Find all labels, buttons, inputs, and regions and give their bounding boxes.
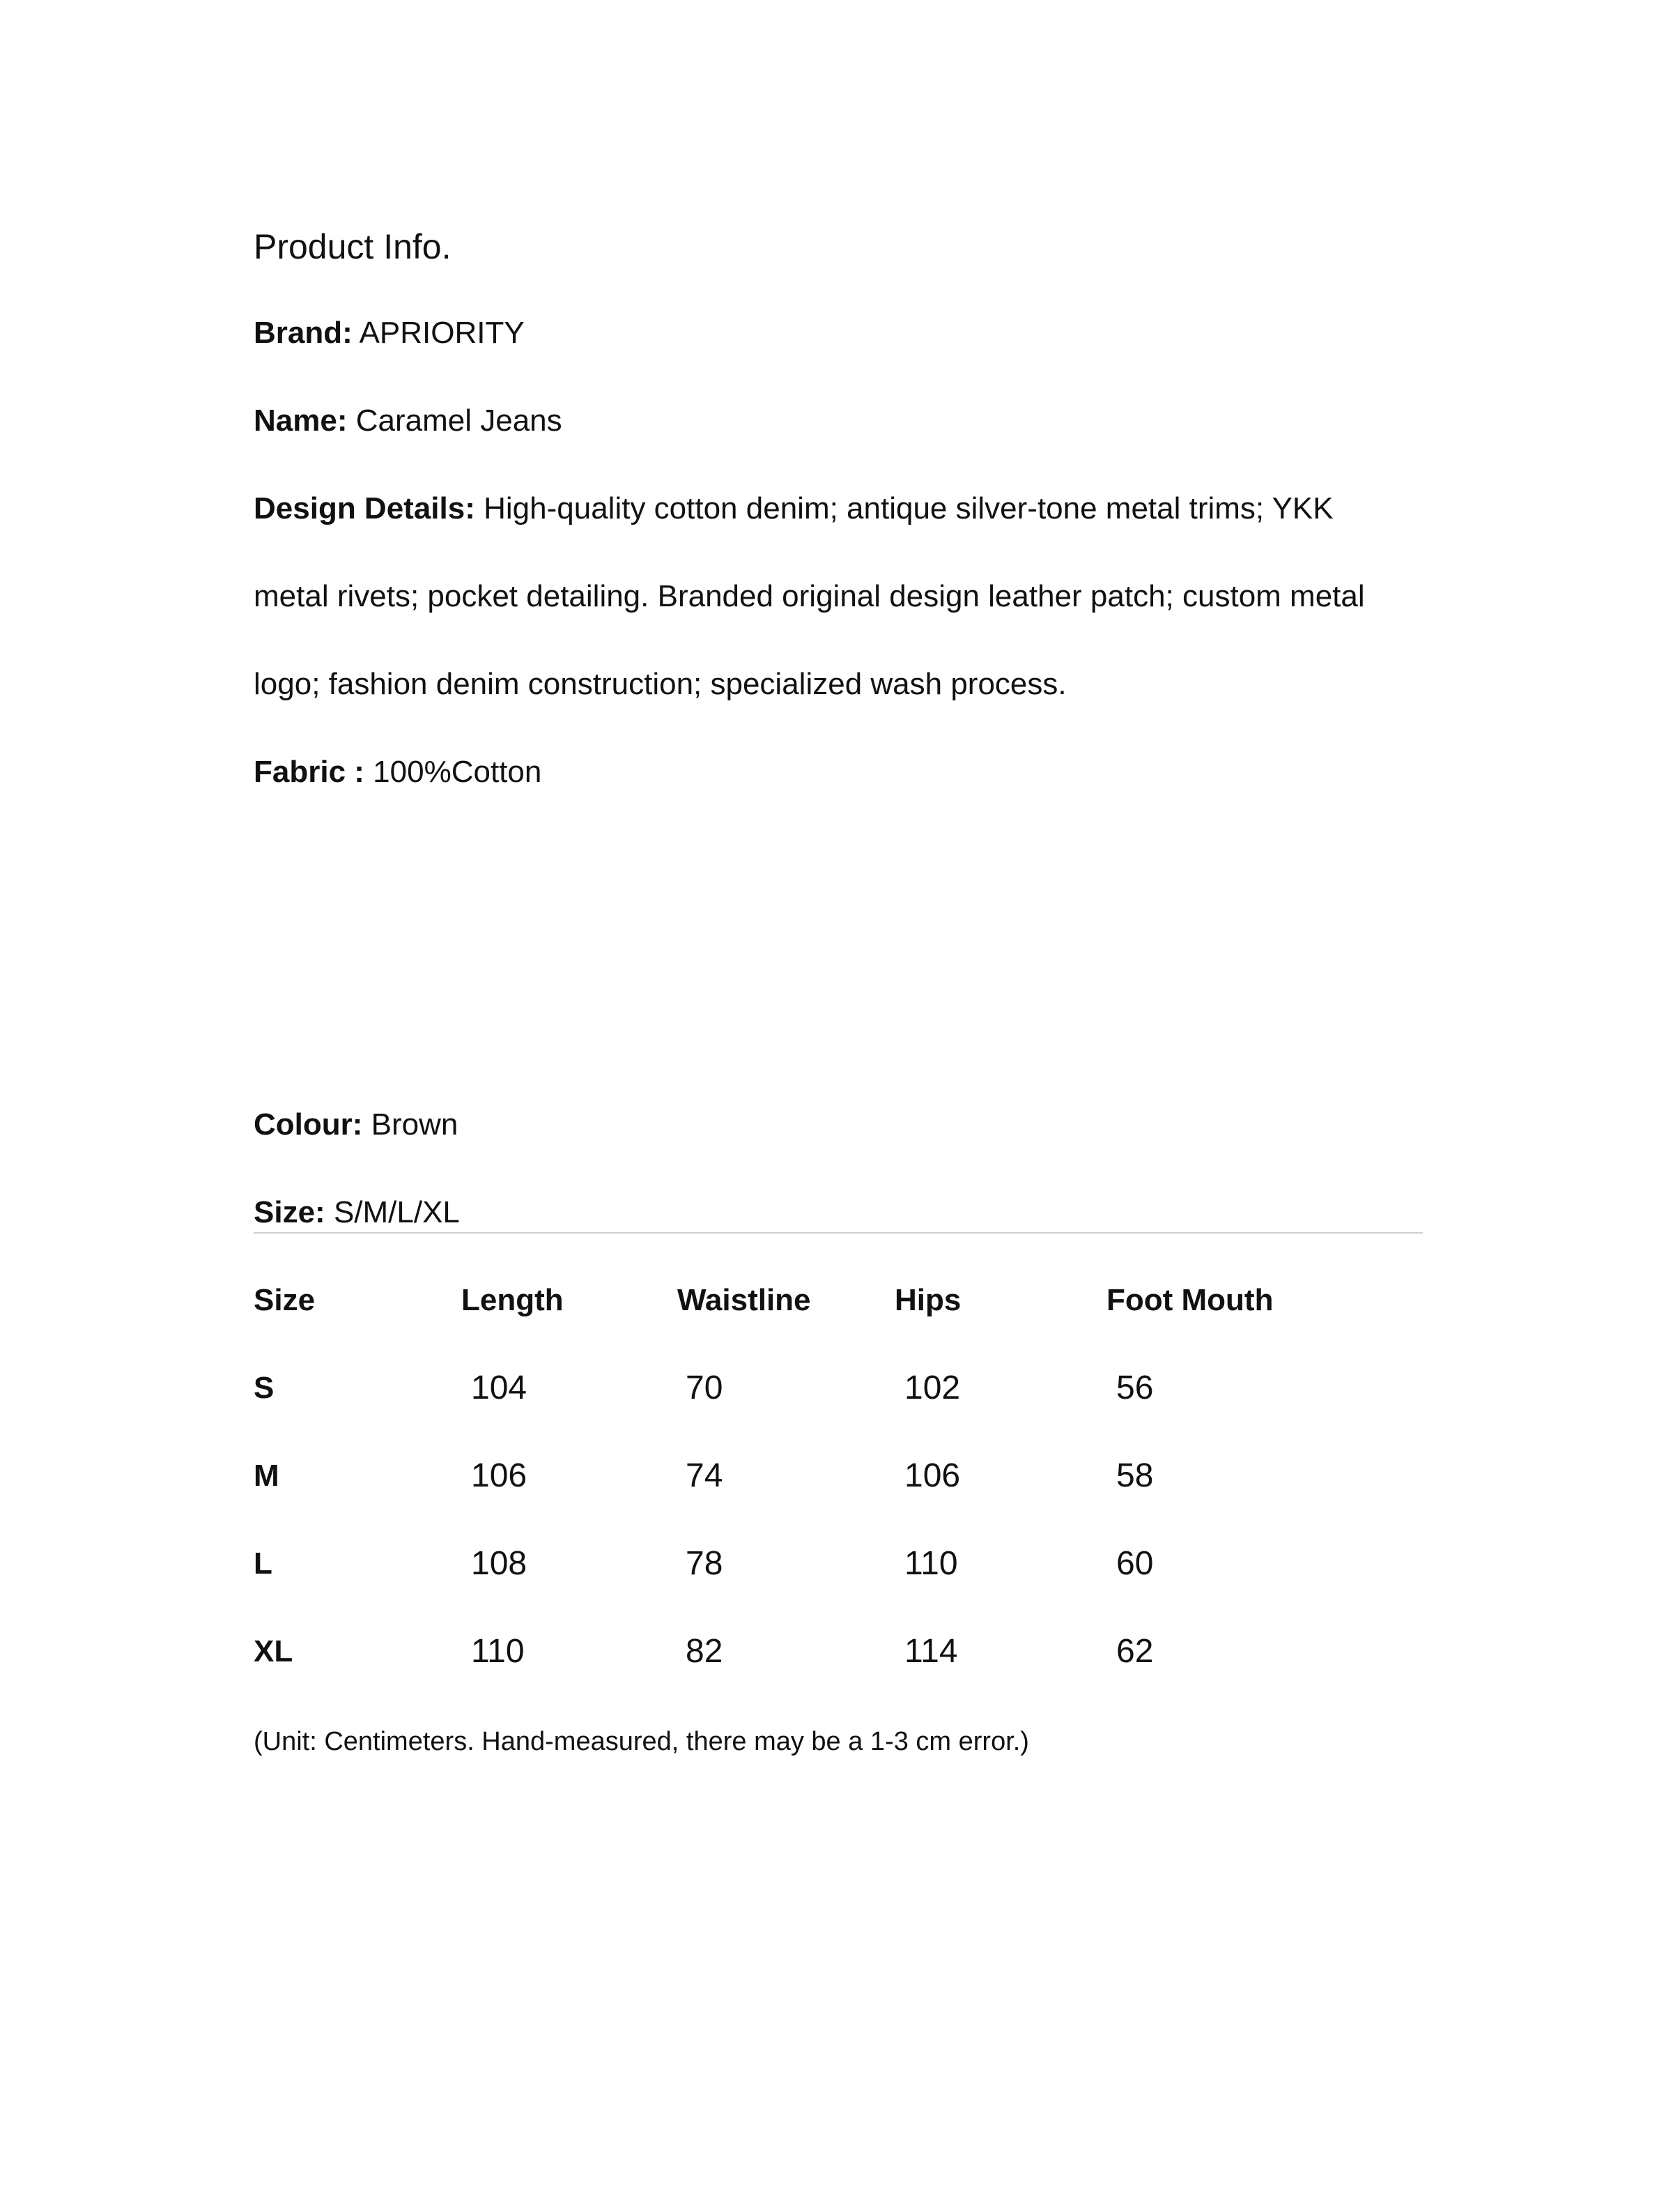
name-label: Name: <box>254 404 348 438</box>
table-cell-waistline: 82 <box>686 1633 723 1670</box>
page-title: Product Info. <box>254 227 452 266</box>
table-cell-size: S <box>254 1371 275 1405</box>
name-line <box>254 399 562 443</box>
table-cell-foot-mouth: 62 <box>1116 1633 1154 1670</box>
size-line <box>254 1190 460 1235</box>
design-details-line-2 <box>254 574 1365 619</box>
brand-line <box>254 311 525 355</box>
table-cell-foot-mouth: 60 <box>1116 1545 1154 1582</box>
table-cell-size: L <box>254 1546 272 1581</box>
colour-value: Brown <box>371 1107 458 1142</box>
fabric-label: Fabric : <box>254 755 364 789</box>
table-header-hips: Hips <box>895 1283 962 1317</box>
table-cell-length: 110 <box>471 1633 525 1670</box>
size-value: S/M/L/XL <box>333 1195 460 1229</box>
design-details-label: Design Details: <box>254 491 475 525</box>
table-header-waistline: Waistline <box>677 1283 811 1317</box>
design-details-line-1 <box>254 486 1334 531</box>
divider <box>254 1232 1423 1234</box>
fabric-line <box>254 750 541 794</box>
size-label: Size: <box>254 1195 325 1229</box>
table-cell-length: 108 <box>471 1545 527 1582</box>
colour-label: Colour: <box>254 1107 363 1142</box>
design-details-text-1: High-quality cotton denim; antique silver-tone metal trims; YKK <box>484 491 1334 525</box>
brand-value: APRIORITY <box>359 316 525 350</box>
table-cell-foot-mouth: 56 <box>1116 1369 1154 1406</box>
table-cell-waistline: 74 <box>686 1457 723 1494</box>
name-value: Caramel Jeans <box>355 404 562 438</box>
colour-line <box>254 1103 458 1147</box>
design-details-line-3 <box>254 662 1067 707</box>
table-cell-foot-mouth: 58 <box>1116 1457 1154 1494</box>
table-cell-hips: 106 <box>904 1457 961 1494</box>
measurement-note: (Unit: Centimeters. Hand-measured, there may be a 1-3 cm error.) <box>254 1727 1029 1756</box>
table-cell-hips: 102 <box>904 1369 961 1406</box>
table-header-foot-mouth: Foot Mouth <box>1106 1283 1274 1317</box>
table-header-size: Size <box>254 1283 316 1317</box>
table-cell-length: 106 <box>471 1457 527 1494</box>
table-cell-hips: 110 <box>904 1545 958 1582</box>
table-cell-length: 104 <box>471 1369 527 1406</box>
brand-label: Brand: <box>254 316 353 350</box>
table-header-length: Length <box>461 1283 564 1317</box>
fabric-value: 100%Cotton <box>373 755 542 789</box>
design-details-text-3: logo; fashion denim construction; specialized wash process. <box>254 667 1067 701</box>
table-cell-size: M <box>254 1459 279 1493</box>
table-cell-hips: 114 <box>904 1633 958 1670</box>
table-cell-waistline: 78 <box>686 1545 723 1582</box>
table-cell-waistline: 70 <box>686 1369 723 1406</box>
design-details-text-2: metal rivets; pocket detailing. Branded original design leather patch; custom metal <box>254 579 1365 613</box>
table-cell-size: XL <box>254 1634 293 1668</box>
